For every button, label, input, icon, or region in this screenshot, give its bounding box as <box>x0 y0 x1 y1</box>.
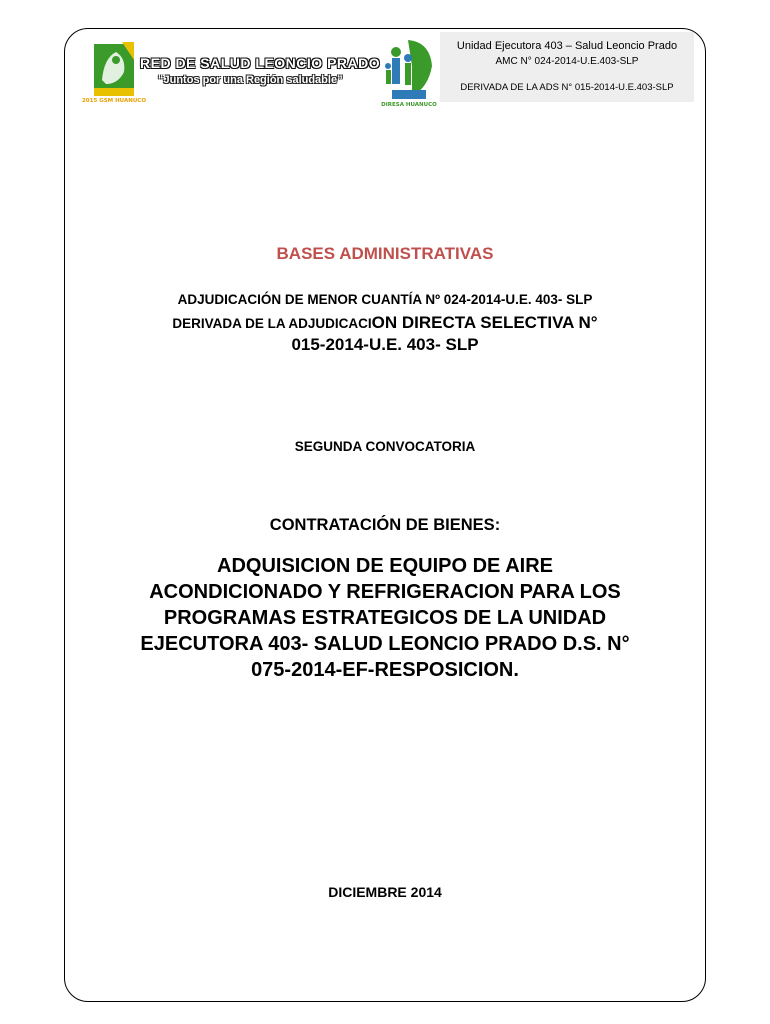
page-frame <box>64 28 706 1002</box>
executing-unit-box <box>440 32 694 102</box>
procurement-object <box>64 553 706 683</box>
derivada-line: DERIVADA DE LA ADS N° 015-2014-U.E.403-SLP <box>460 82 674 93</box>
objeto-line: EJECUTORA 403- SALUD LEONCIO PRADO D.S. N° <box>140 633 630 655</box>
adjudicacion-line-1: ADJUDICACIÓN DE MENOR CUANTÍA Nº 024-2014-U.E. 403- SLP <box>177 292 593 307</box>
objeto-line: ACONDICIONADO Y REFRIGERACION PARA LOS <box>149 581 621 603</box>
objeto-line: PROGRAMAS ESTRATEGICOS DE LA UNIDAD <box>163 607 607 629</box>
adjudicacion-line-2 <box>64 313 706 333</box>
unit-line: Unidad Ejecutora 403 – Salud Leoncio Prado <box>456 40 678 52</box>
document-title: BASES ADMINISTRATIVAS <box>276 244 494 263</box>
objeto-line: ADQUISICION DE EQUIPO DE AIRE <box>217 555 553 577</box>
diresa-logo <box>378 36 436 110</box>
institution-name: RED DE SALUD LEONCIO PRADO <box>140 55 381 71</box>
amc-line: AMC N° 024-2014-U.E.403-SLP <box>495 56 639 67</box>
red-salud-logo <box>81 40 147 106</box>
left-logo-text: 2015 GSM HUANUCO <box>81 98 147 104</box>
institution-slogan: “Juntos por una Región saludable” <box>158 74 343 86</box>
right-logo-text: DIRESA HUANUCO <box>381 102 437 108</box>
adjudicacion-line-2-big: ON DIRECTA SELECTIVA N° <box>371 313 598 332</box>
objeto-line: 075-2014-EF-RESPOSICION. <box>251 659 519 681</box>
contratacion-label: CONTRATACIÓN DE BIENES: <box>269 516 501 534</box>
adjudicacion-line-3: 015-2014-U.E. 403- SLP <box>291 335 479 354</box>
document-date: DICIEMBRE 2014 <box>328 884 442 900</box>
adjudicacion-line-2-small: DERIVADA DE LA ADJUDICACI <box>172 316 372 331</box>
convocatoria-label: SEGUNDA CONVOCATORIA <box>294 439 476 454</box>
